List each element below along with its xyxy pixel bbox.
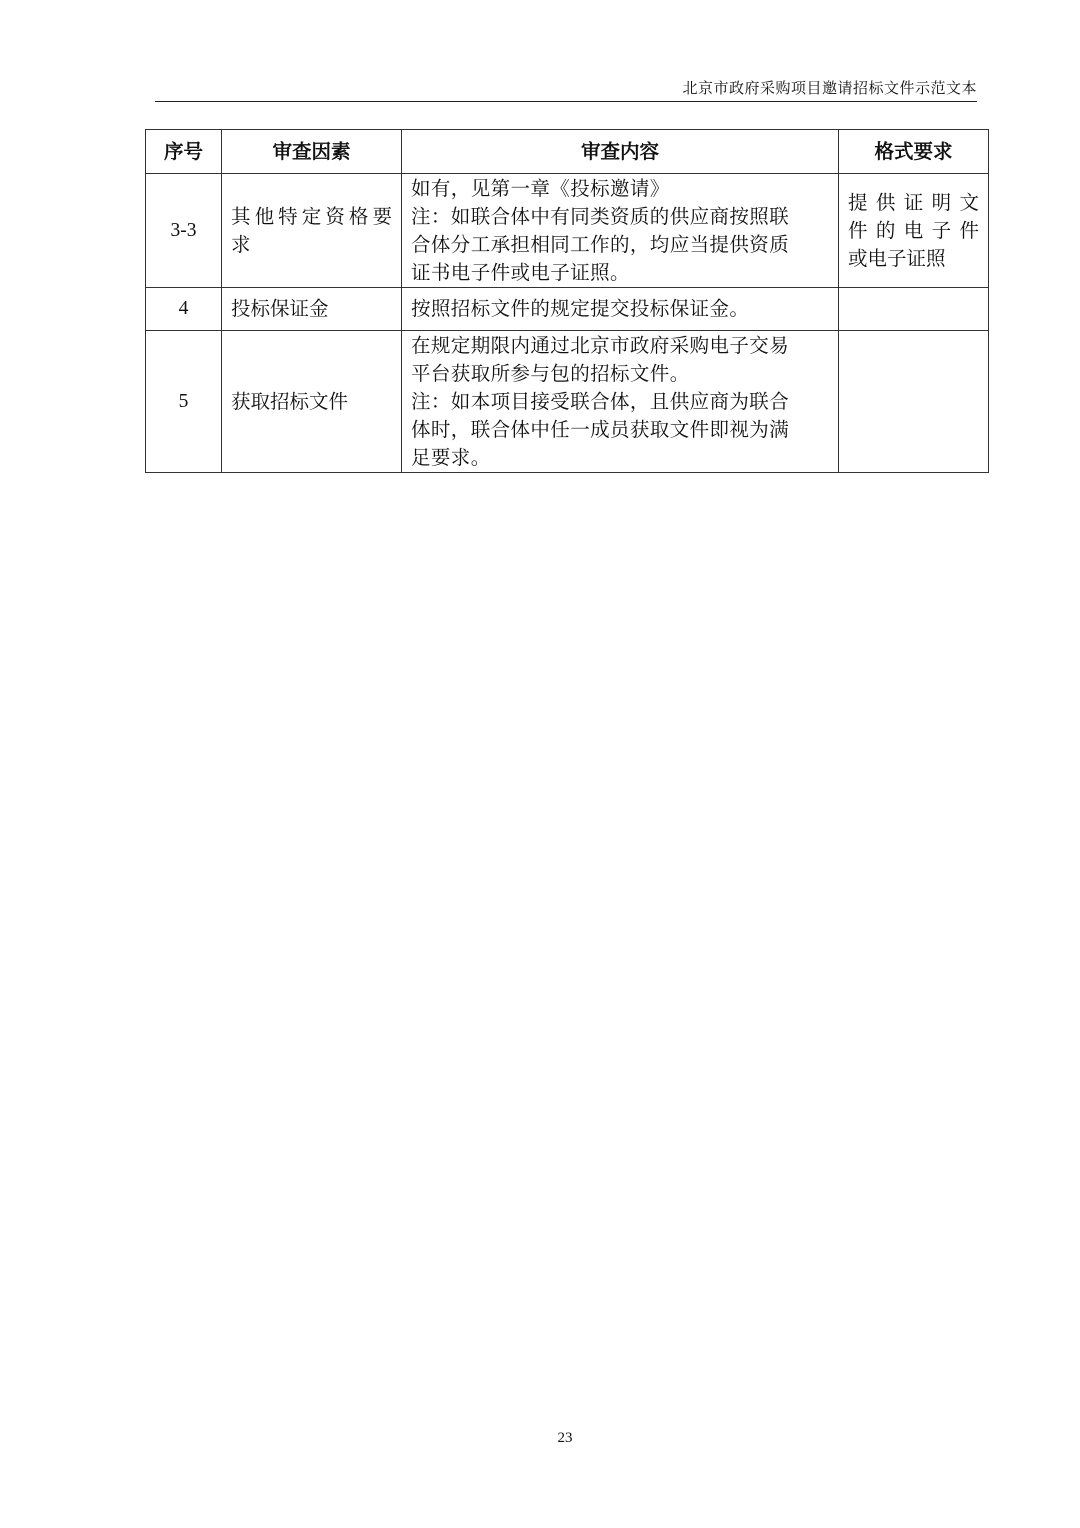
review-content-line: 合体分工承担相同工作的，均应当提供资质 [411, 232, 790, 256]
review-content-line: 证书电子件或电子证照。 [411, 260, 630, 284]
review-factor-line: 获取招标文件 [231, 389, 349, 413]
review-factor-cell [222, 288, 402, 331]
page-number: 23 [557, 1430, 573, 1446]
table-header-row [146, 130, 989, 174]
review-content-line: 在规定期限内通过北京市政府采购电子交易 [411, 333, 790, 357]
review-content-cell [402, 288, 839, 331]
review-content-line: 如有，见第一章《投标邀请》 [411, 176, 670, 200]
review-table [145, 129, 989, 473]
format-requirement-line: 或电子证照 [848, 246, 946, 270]
format-requirement-line: 提供证明文 [848, 190, 979, 214]
header-serial-number: 序号 [146, 130, 222, 174]
table-row [146, 288, 989, 331]
review-content-line: 足要求。 [411, 445, 491, 469]
page-header [155, 74, 977, 102]
document-title: 北京市政府采购项目邀请招标文件示范文本 [682, 79, 977, 97]
format-requirement-line: 件的电子件 [848, 218, 979, 242]
review-content-line: 平台获取所参与包的招标文件。 [411, 361, 690, 385]
table-row [146, 331, 989, 473]
header-review-factor: 审查因素 [222, 130, 402, 174]
row-number: 3-3 [146, 174, 222, 288]
header-format-requirement: 格式要求 [839, 130, 989, 174]
format-requirement-cell [839, 174, 989, 288]
review-factor-cell [222, 331, 402, 473]
header-review-content: 审查内容 [402, 130, 839, 174]
review-factor-line: 求 [231, 232, 251, 256]
review-content-line: 体时，联合体中任一成员获取文件即视为满 [411, 417, 790, 441]
review-content-cell [402, 174, 839, 288]
format-requirement-cell [839, 331, 989, 473]
table-row [146, 174, 989, 288]
review-content-cell [402, 331, 839, 473]
review-content-line: 按照招标文件的规定提交投标保证金。 [411, 297, 750, 320]
review-factor-line: 投标保证金 [231, 297, 329, 320]
row-number: 4 [146, 288, 222, 331]
review-factor-cell [222, 174, 402, 288]
review-factor-line: 其他特定资格要 [231, 204, 392, 228]
format-requirement-cell [839, 288, 989, 331]
review-content-line: 注：如联合体中有同类资质的供应商按照联 [411, 204, 790, 228]
row-number: 5 [146, 331, 222, 473]
review-content-line: 注：如本项目接受联合体，且供应商为联合 [411, 389, 790, 413]
